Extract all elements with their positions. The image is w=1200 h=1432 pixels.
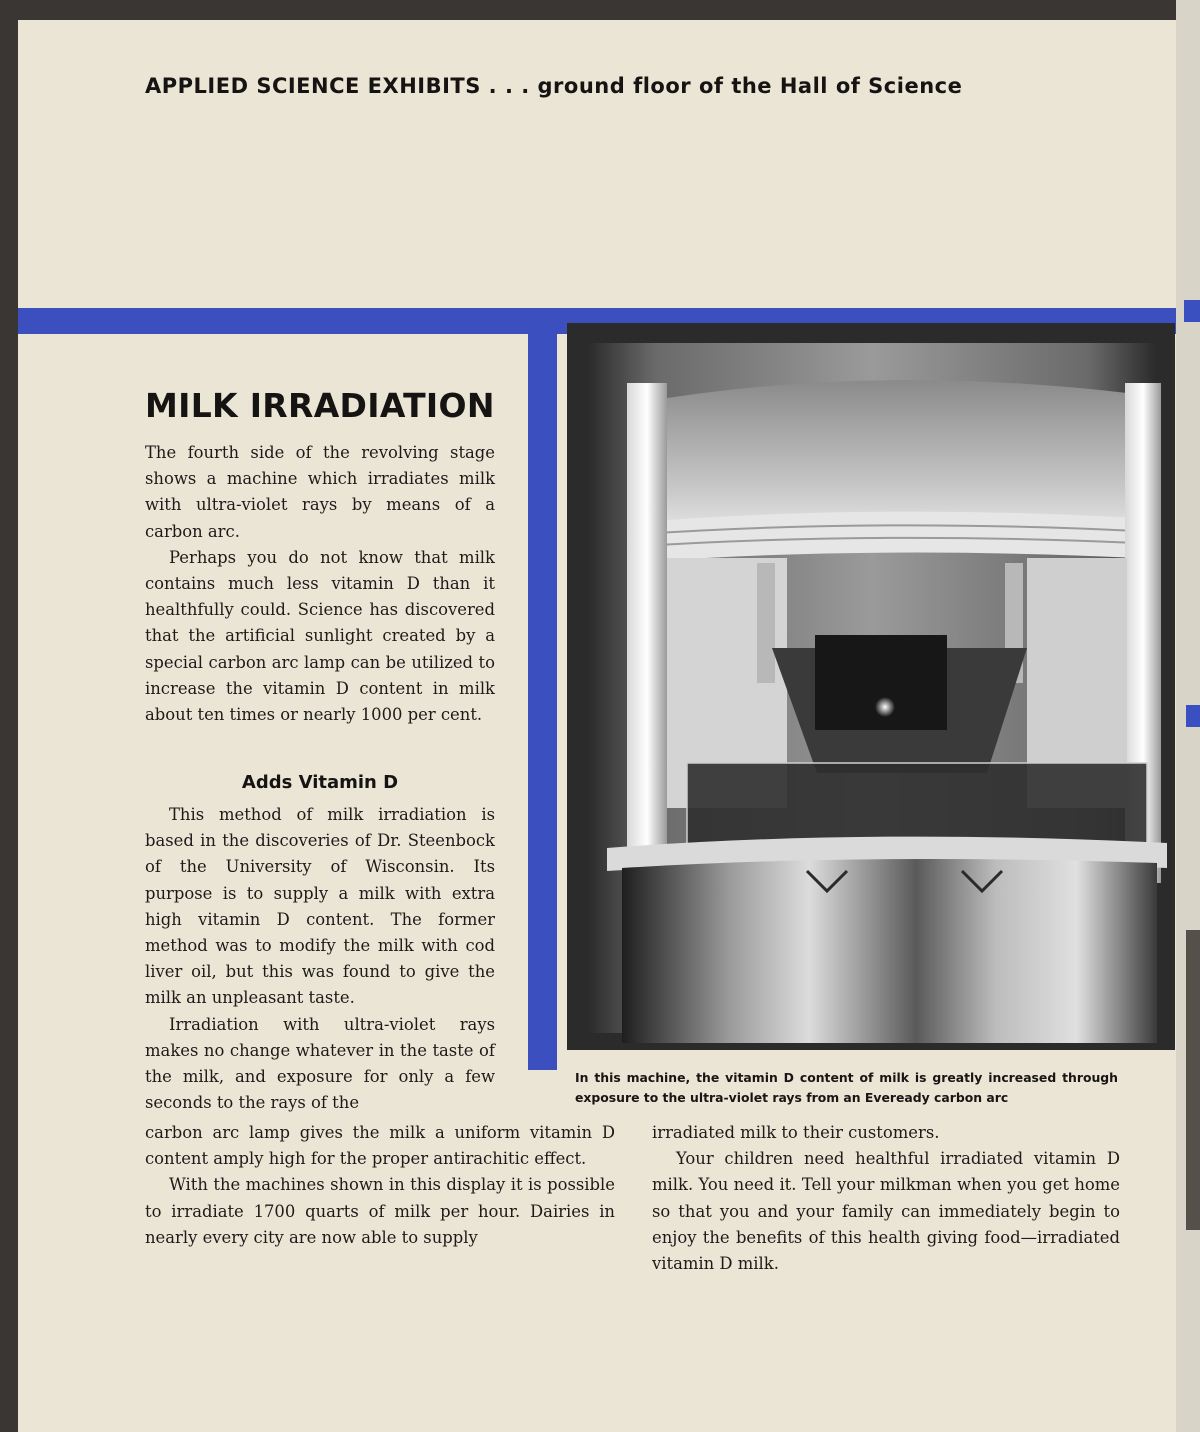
paragraph: With the machines shown in this display it is possible to irradiate 1700 quarts of milk per hour. Dairies in nearly every city are now able to supply <box>145 1175 615 1247</box>
exhibit-photo <box>567 323 1175 1050</box>
paragraph: Perhaps you do not know that milk contains much less vitamin D than it healthfully could. Science has discovered that the artificial sunlight created by a special carbon arc lamp can be utilized to increase the vitamin D content in milk about ten times or nearly 1000 per cent. <box>145 547 495 725</box>
blue-vertical-band <box>528 308 557 1070</box>
bottom-right-column <box>652 1120 1120 1277</box>
adjacent-page-edge <box>1176 0 1200 1432</box>
paragraph: Irradiation with ultra-violet rays makes no change whatever in the taste of the milk, and exposure for only a few seconds to the rays of the <box>145 1014 495 1113</box>
paragraph: The fourth side of the revolving stage shows a machine which irradiates milk with ultra-violet rays by means of a carbon arc. <box>145 443 495 541</box>
brochure-page <box>18 20 1176 1432</box>
paragraph: Your children need healthful irradiated vitamin D milk. You need it. Tell your milkman when you get home so that you and your family can immediately begin to enjoy the benefits of this health giving food—irradiated vitamin D milk. <box>652 1149 1120 1274</box>
paragraph: carbon arc lamp gives the milk a uniform vitamin D content amply high for the proper antirachitic effect. <box>145 1123 615 1169</box>
paragraph: This method of milk irradiation is based in the discoveries of Dr. Steenbock of the University of Wisconsin. Its purpose is to supply a milk with extra high vitamin D content. The former method was to modify the milk with cod liver oil, but this was found to give the milk an unpleasant taste. <box>145 805 495 1008</box>
bottom-left-column <box>145 1120 615 1251</box>
section-column <box>145 802 495 1116</box>
article-title: MILK IRRADIATION <box>145 386 495 425</box>
page-header: APPLIED SCIENCE EXHIBITS . . . ground floor of the Hall of Science <box>145 74 963 98</box>
intro-column <box>145 440 495 728</box>
photo-caption: In this machine, the vitamin D content of milk is greatly increased through exposure to the ultra-violet rays from an Eveready carbon arc <box>575 1070 1118 1105</box>
section-subheading: Adds Vitamin D <box>241 772 399 793</box>
paragraph: irradiated milk to their customers. <box>652 1123 940 1142</box>
